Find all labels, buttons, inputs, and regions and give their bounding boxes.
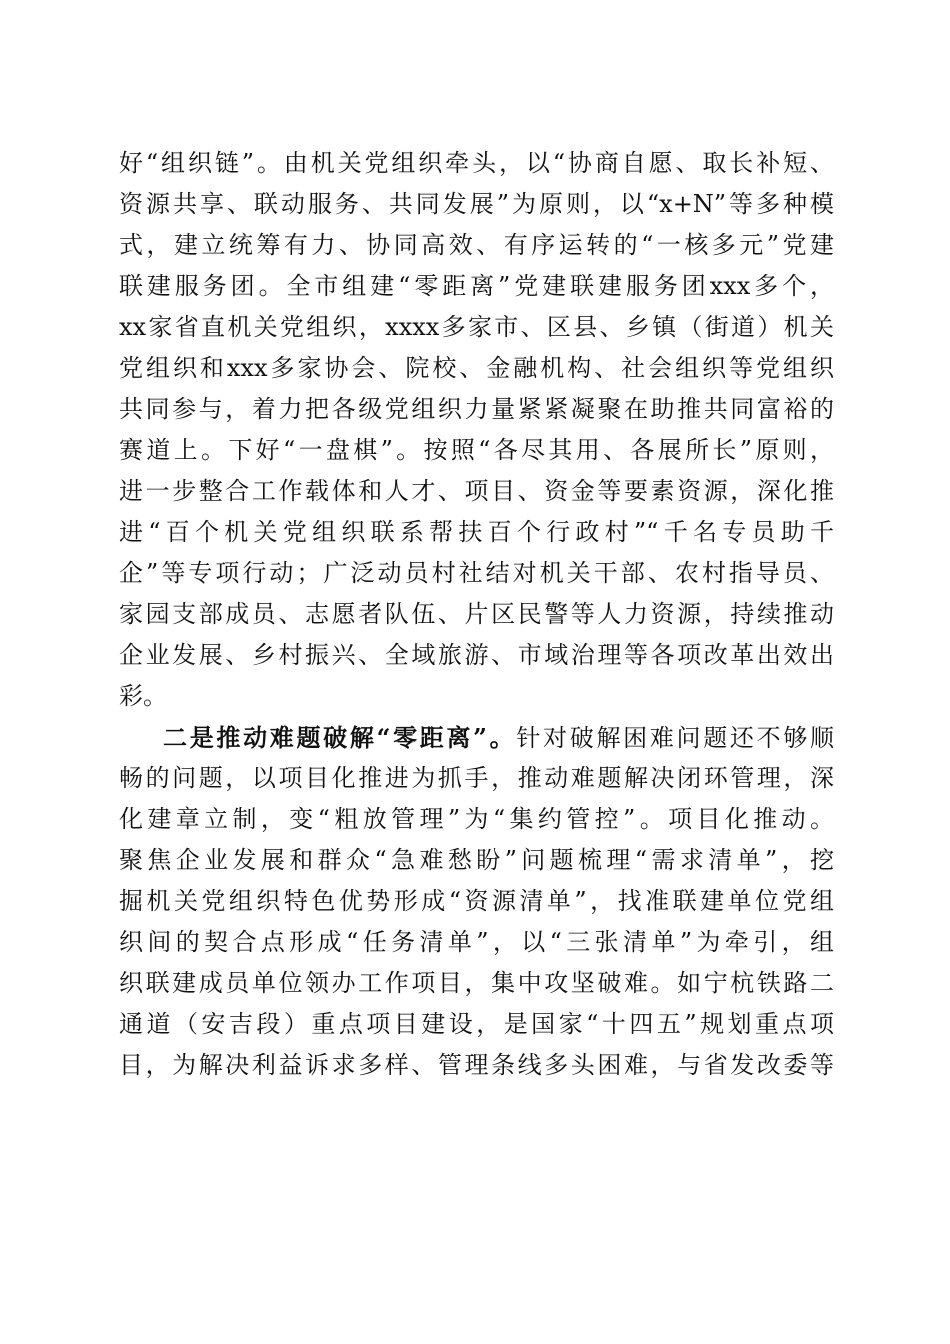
text-line: 资源共享、联动服务、共同发展”为原则，以“x+N”等多种模	[119, 190, 834, 218]
text-line: 进一步整合工作载体和人才、项目、资金等要素资源，深化推	[119, 477, 834, 505]
text-line: 家园支部成员、志愿者队伍、片区民警等人力资源，持续推动	[119, 600, 834, 628]
text-line: 畅的问题，以项目化推进为抓手，推动难题解决闭环管理，深	[119, 764, 834, 792]
text-line: 掘机关党组织特色优势形成“资源清单”，找准联建单位党组	[119, 887, 834, 915]
text-line: 聚焦企业发展和群众“急难愁盼”问题梳理“需求清单”，挖	[119, 846, 834, 874]
text-line: 式，建立统筹有力、协同高效、有序运转的“一核多元”党建	[119, 231, 834, 259]
text-run: 针对破解困难问题还不够顺	[516, 724, 834, 752]
text-line: 通道（安吉段）重点项目建设，是国家“十四五”规划重点项	[119, 1010, 834, 1038]
text-line: xx家省直机关党组织，xxxx多家市、区县、乡镇（街道）机关	[119, 313, 834, 341]
text-line: 好“组织链”。由机关党组织牵头，以“协商自愿、取长补短、	[119, 149, 834, 177]
text-line: 进“百个机关党组织联系帮扶百个行政村”“千名专员助千	[119, 518, 834, 546]
text-line: 党组织和xxx多家协会、院校、金融机构、社会组织等党组织	[119, 354, 834, 382]
text-line: 赛道上。下好“一盘棋”。按照“各尽其用、各展所长”原则，	[119, 436, 834, 464]
paragraph-first-line	[119, 717, 834, 758]
text-line: 目，为解决利益诉求多样、管理条线多头困难，与省发改委等	[119, 1051, 834, 1079]
text-line: 织间的契合点形成“任务清单”，以“三张清单”为牵引，组	[119, 928, 834, 956]
text-line: 织联建成员单位领办工作项目，集中攻坚破难。如宁杭铁路二	[119, 969, 834, 997]
text-line: 企”等专项行动；广泛动员村社结对机关干部、农村指导员、	[119, 559, 834, 587]
text-line: 联建服务团。全市组建“零距离”党建联建服务团xxx多个，	[119, 272, 834, 300]
body-text	[119, 143, 834, 1086]
section-heading: 二是推动难题破解“零距离”。	[163, 723, 517, 752]
text-line: 企业发展、乡村振兴、全域旅游、市域治理等各项改革出效出	[119, 641, 834, 669]
text-line: 化建章立制，变“粗放管理”为“集约管控”。项目化推动。	[119, 805, 834, 833]
text-line: 彩。	[119, 682, 167, 710]
text-line: 共同参与，着力把各级党组织力量紧紧凝聚在助推共同富裕的	[119, 395, 834, 423]
